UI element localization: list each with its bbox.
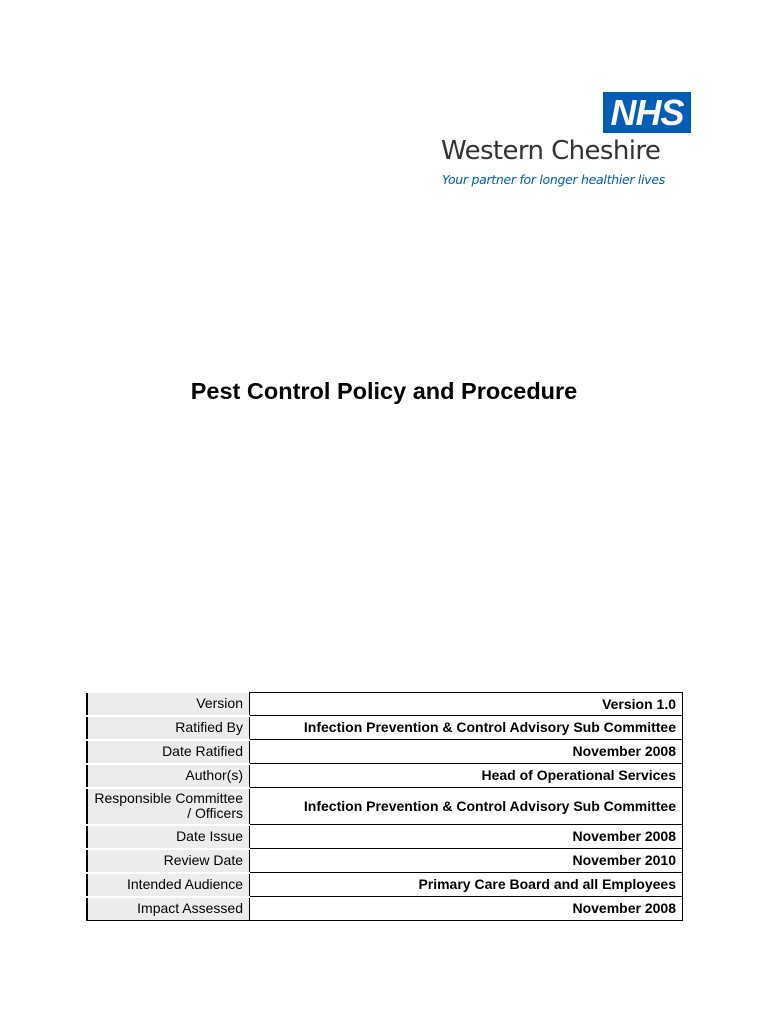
review-date-label: Review Date (87, 849, 250, 873)
document-title: Pest Control Policy and Procedure (190, 378, 578, 404)
table-row (87, 693, 683, 716)
date-issue-value: November 2008 (250, 825, 683, 849)
table-row (87, 788, 683, 825)
organisation-tagline: Your partner for longer healthier lives (442, 172, 665, 187)
organisation-name: Western Cheshire (441, 136, 661, 166)
date-ratified-value: November 2008 (250, 740, 683, 764)
table-row (87, 897, 683, 921)
nhs-badge: NHS (603, 92, 691, 133)
ratified-by-value: Infection Prevention & Control Advisory Sub Committee (250, 716, 683, 740)
table-row (87, 873, 683, 897)
authors-value: Head of Operational Services (250, 764, 683, 788)
table-row (87, 740, 683, 764)
responsible-committee-label: Responsible Committee / Officers (87, 788, 250, 825)
date-issue-label: Date Issue (87, 825, 250, 849)
date-ratified-label: Date Ratified (87, 740, 250, 764)
ratified-by-label: Ratified By (87, 716, 250, 740)
document-info-table (86, 692, 683, 921)
responsible-committee-value: Infection Prevention & Control Advisory Sub Committee (250, 788, 683, 825)
table-row (87, 764, 683, 788)
authors-label: Author(s) (87, 764, 250, 788)
intended-audience-label: Intended Audience (87, 873, 250, 897)
nhs-logo (441, 92, 693, 192)
intended-audience-value: Primary Care Board and all Employees (250, 873, 683, 897)
table-row (87, 716, 683, 740)
impact-assessed-label: Impact Assessed (87, 897, 250, 921)
review-date-value: November 2010 (250, 849, 683, 873)
impact-assessed-value: November 2008 (250, 897, 683, 921)
version-value: Version 1.0 (250, 693, 683, 716)
table-row (87, 825, 683, 849)
table-row (87, 849, 683, 873)
version-label: Version (87, 693, 250, 716)
